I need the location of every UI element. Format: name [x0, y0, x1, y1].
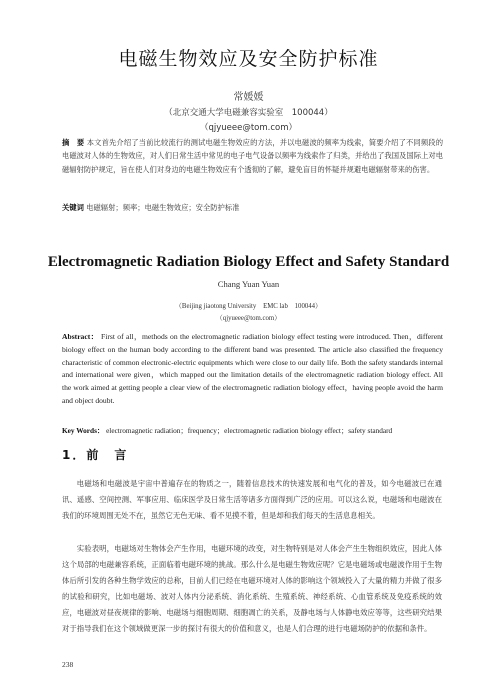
keywords-chinese-label: 关键词 — [62, 203, 84, 212]
keywords-english-text: electromagnetic radiation；frequency；electromagnetic radiation biology effect；safety standard — [106, 426, 393, 435]
body-paragraph-1: 电磁场和电磁波是宇宙中普遍存在的物质之一，随着信息技术的快速发展和电气化的普及，如今电磁波已在通讯、遥感、空间控测、军事应用、临床医学及日常生活等诸多方面得到广泛的应用。可以这么说，电磁场和电磁波在我们的环境周围无处不在，虽然它无色无味、看不见摸不着，但是却和我们每天的生活息息相关。 — [62, 479, 442, 521]
affiliation-english: （Beijing jiaotong University EMC lab 100044） — [175, 303, 322, 310]
email-english: （qjyueee@tom.com） — [216, 315, 281, 322]
author-chinese: 常媛媛 — [233, 92, 264, 103]
page-number: 238 — [62, 660, 74, 669]
title-chinese: 电磁生物效应及安全防护标准 — [118, 48, 379, 70]
keywords-english-label: Key Words： — [62, 426, 105, 435]
abstract-chinese-text: 本文首先介绍了当前比较流行的测试电磁生物效应的方法，并以电磁波的频率为线索，简要介绍了不同频段的电磁波对人体的生物效应，对人们日常生活中常见的电子电气设备以频率为线索作了归类，并给出了我国及国际上对电磁辐射防护规定，旨在使人们对身边的电磁生物效应有个透彻的了解，避免盲目的怀疑并规避电磁辐射带来的伤害。 — [62, 138, 443, 174]
keywords-english — [62, 426, 443, 436]
abstract-english-text: First of all，methods on the electromagnetic radiation biology effect testing were introduced. Then，different biology effect on the human body according to the different band was presented. The article also classified the frequency characteristic of common electronic-electric equipments which were close to our daily life. Both the safety standards internal and international were given，which mapped out the limitation details of the electromagnetic radiation biology effect. All the work aimed at getting people a clear view of the electromagnetic radiation biology effect，having people avoid the harm and object doubt. — [62, 332, 443, 405]
abstract-chinese — [62, 136, 443, 176]
body-paragraph-2: 实验表明，电磁场对生物体会产生作用，电磁环境的改变，对生物特别是对人体会产生生物组织效应，因此人体这个局部的电磁兼容系统，正面临着电磁环境的挑战。那么什么是电磁生物效应呢？它是电磁场或电磁波作用于生物体后所引发的各种生物学效应的总称，目前人们已经在电磁环境对人体的影响这个领域投入了大量的精力并做了很多的试验和研究，比如电磁场、波对人体内分泌系统、消化系统、生殖系统、神经系统、心血管系统及免疫系统的效应，电磁波对昼夜规律的影响、电磁场与细胞周期、细胞凋亡的关系，及静电场与人体静电效应等等，这些研究结果对于指导我们在这个领域做更深一步的探讨有很大的价值和意义，也是人们合理的进行电磁场防护的依据和条件。 — [62, 544, 442, 634]
abstract-english — [62, 331, 443, 408]
keywords-chinese-text: 电磁辐射；频率；电磁生物效应；安全防护标准 — [86, 203, 240, 212]
abstract-chinese-label: 摘 要 — [62, 138, 85, 147]
author-english: Chang Yuan Yuan — [217, 279, 280, 289]
email-chinese: （qjyueee@tom.com） — [199, 123, 298, 133]
abstract-english-label: Abstract： — [62, 332, 99, 341]
title-english: Electromagnetic Radiation Biology Effect and Safety Standard — [47, 254, 450, 270]
keywords-chinese — [62, 203, 443, 213]
section-heading: 1．前 言 — [62, 448, 129, 462]
affiliation-chinese: （北京交通大学电磁兼容实验室 100044） — [164, 108, 333, 118]
